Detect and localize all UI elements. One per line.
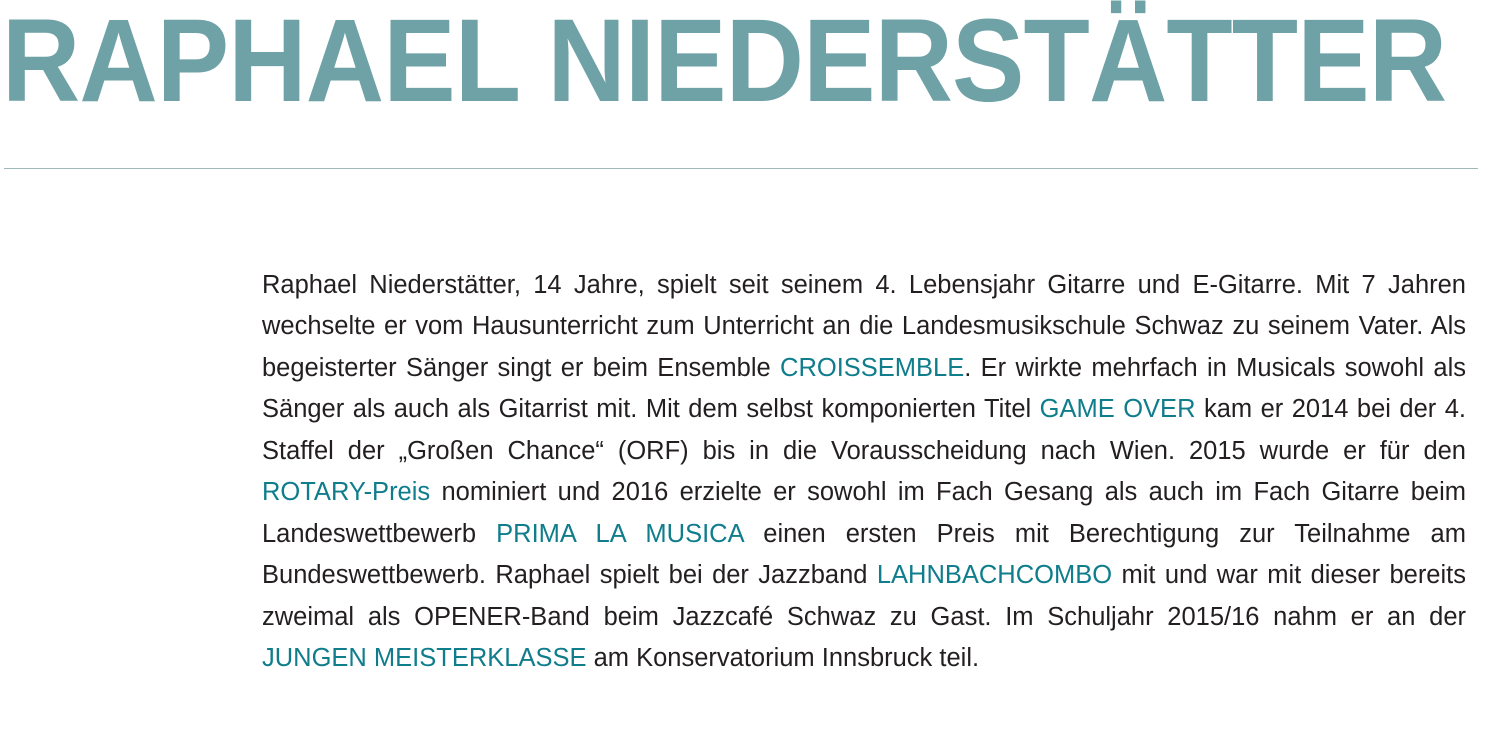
highlighted-term: GAME OVER: [1039, 395, 1196, 424]
highlighted-term: ROTARY-Preis: [262, 478, 431, 507]
highlighted-term: PRIMA LA MUSICA: [496, 519, 744, 548]
text-run: kam er 2014 bei der 4. Staffel der „Großen Chance“ (ORF) bis in die Vorausscheidung nach Wien. 2015 wurde er für den: [262, 395, 1466, 465]
highlighted-term: JUNGEN MEISTERKLASSE: [262, 644, 587, 673]
title-divider: [4, 168, 1478, 169]
text-run: am Konservatorium Innsbruck teil.: [586, 644, 980, 673]
body-column: [0, 265, 1500, 680]
highlighted-term: CROISSEMBLE: [780, 353, 965, 382]
page-title: RAPHAEL NIEDERSTÄTTER: [1, 0, 1447, 127]
highlighted-term: LAHNBACHCOMBO: [876, 561, 1113, 590]
text-run: . Er wirkte mehrfach in Musicals sowohl als Sänger als auch als Gitarrist mit. Mit dem selbst komponierten Titel: [262, 353, 1466, 424]
text-run: mit und war mit dieser bereits zweimal als OPENER-Band beim Jazzcafé Schwaz zu Gast. Im Schuljahr 2015/16 nahm er an der: [262, 561, 1466, 631]
text-run: Raphael Niederstätter, 14 Jahre, spielt seit seinem 4. Lebensjahr Gitarre und E-Gitarre. Mit 7 Jahren wechselte er vom Hausunterricht zum Unterricht an die Landesmusikschule Schwaz zu seinem Vater. Als begeisterter Sänger singt er beim Ensemble: [262, 270, 1466, 382]
text-run: nominiert und 2016 erzielte er sowohl im Fach Gesang als auch im Fach Gitarre beim Landeswettbewerb: [262, 478, 1466, 548]
text-run: einen ersten Preis mit Berechtigung zur Teilnahme am Bundeswettbewerb. Raphael spielt bei der Jazzband: [262, 519, 1466, 590]
biography-paragraph: [262, 265, 1466, 680]
